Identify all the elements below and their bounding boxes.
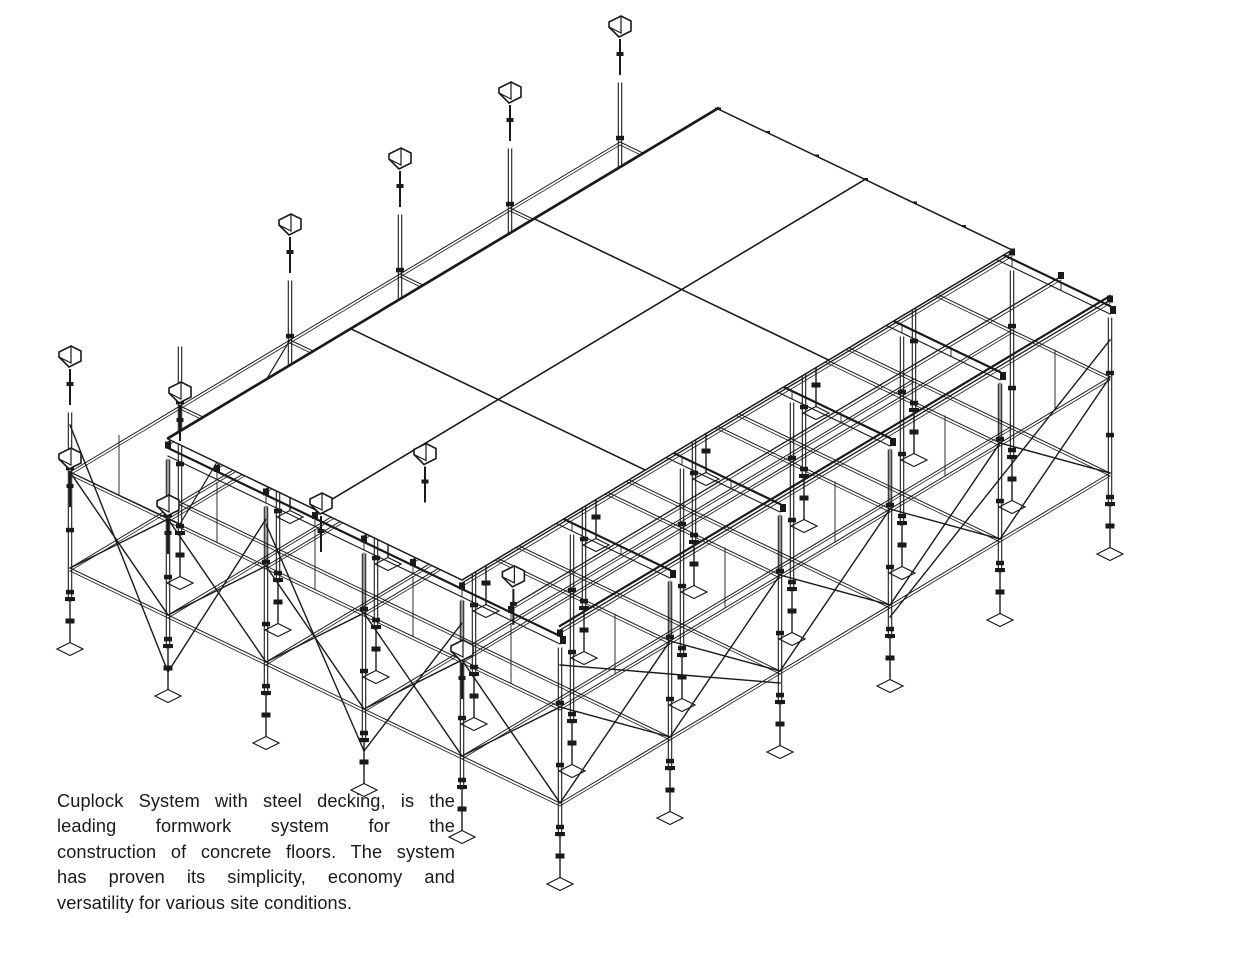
caption-line: Cuplock System with steel decking, is the	[57, 791, 455, 811]
caption-line: construction of concrete floors. The system	[57, 841, 455, 862]
caption-line: leading formwork system for the	[57, 816, 455, 837]
figure-caption	[57, 789, 455, 916]
caption-line: versatility for various site conditions.	[57, 892, 353, 913]
caption-line: has proven its simplicity, economy and	[57, 867, 455, 888]
